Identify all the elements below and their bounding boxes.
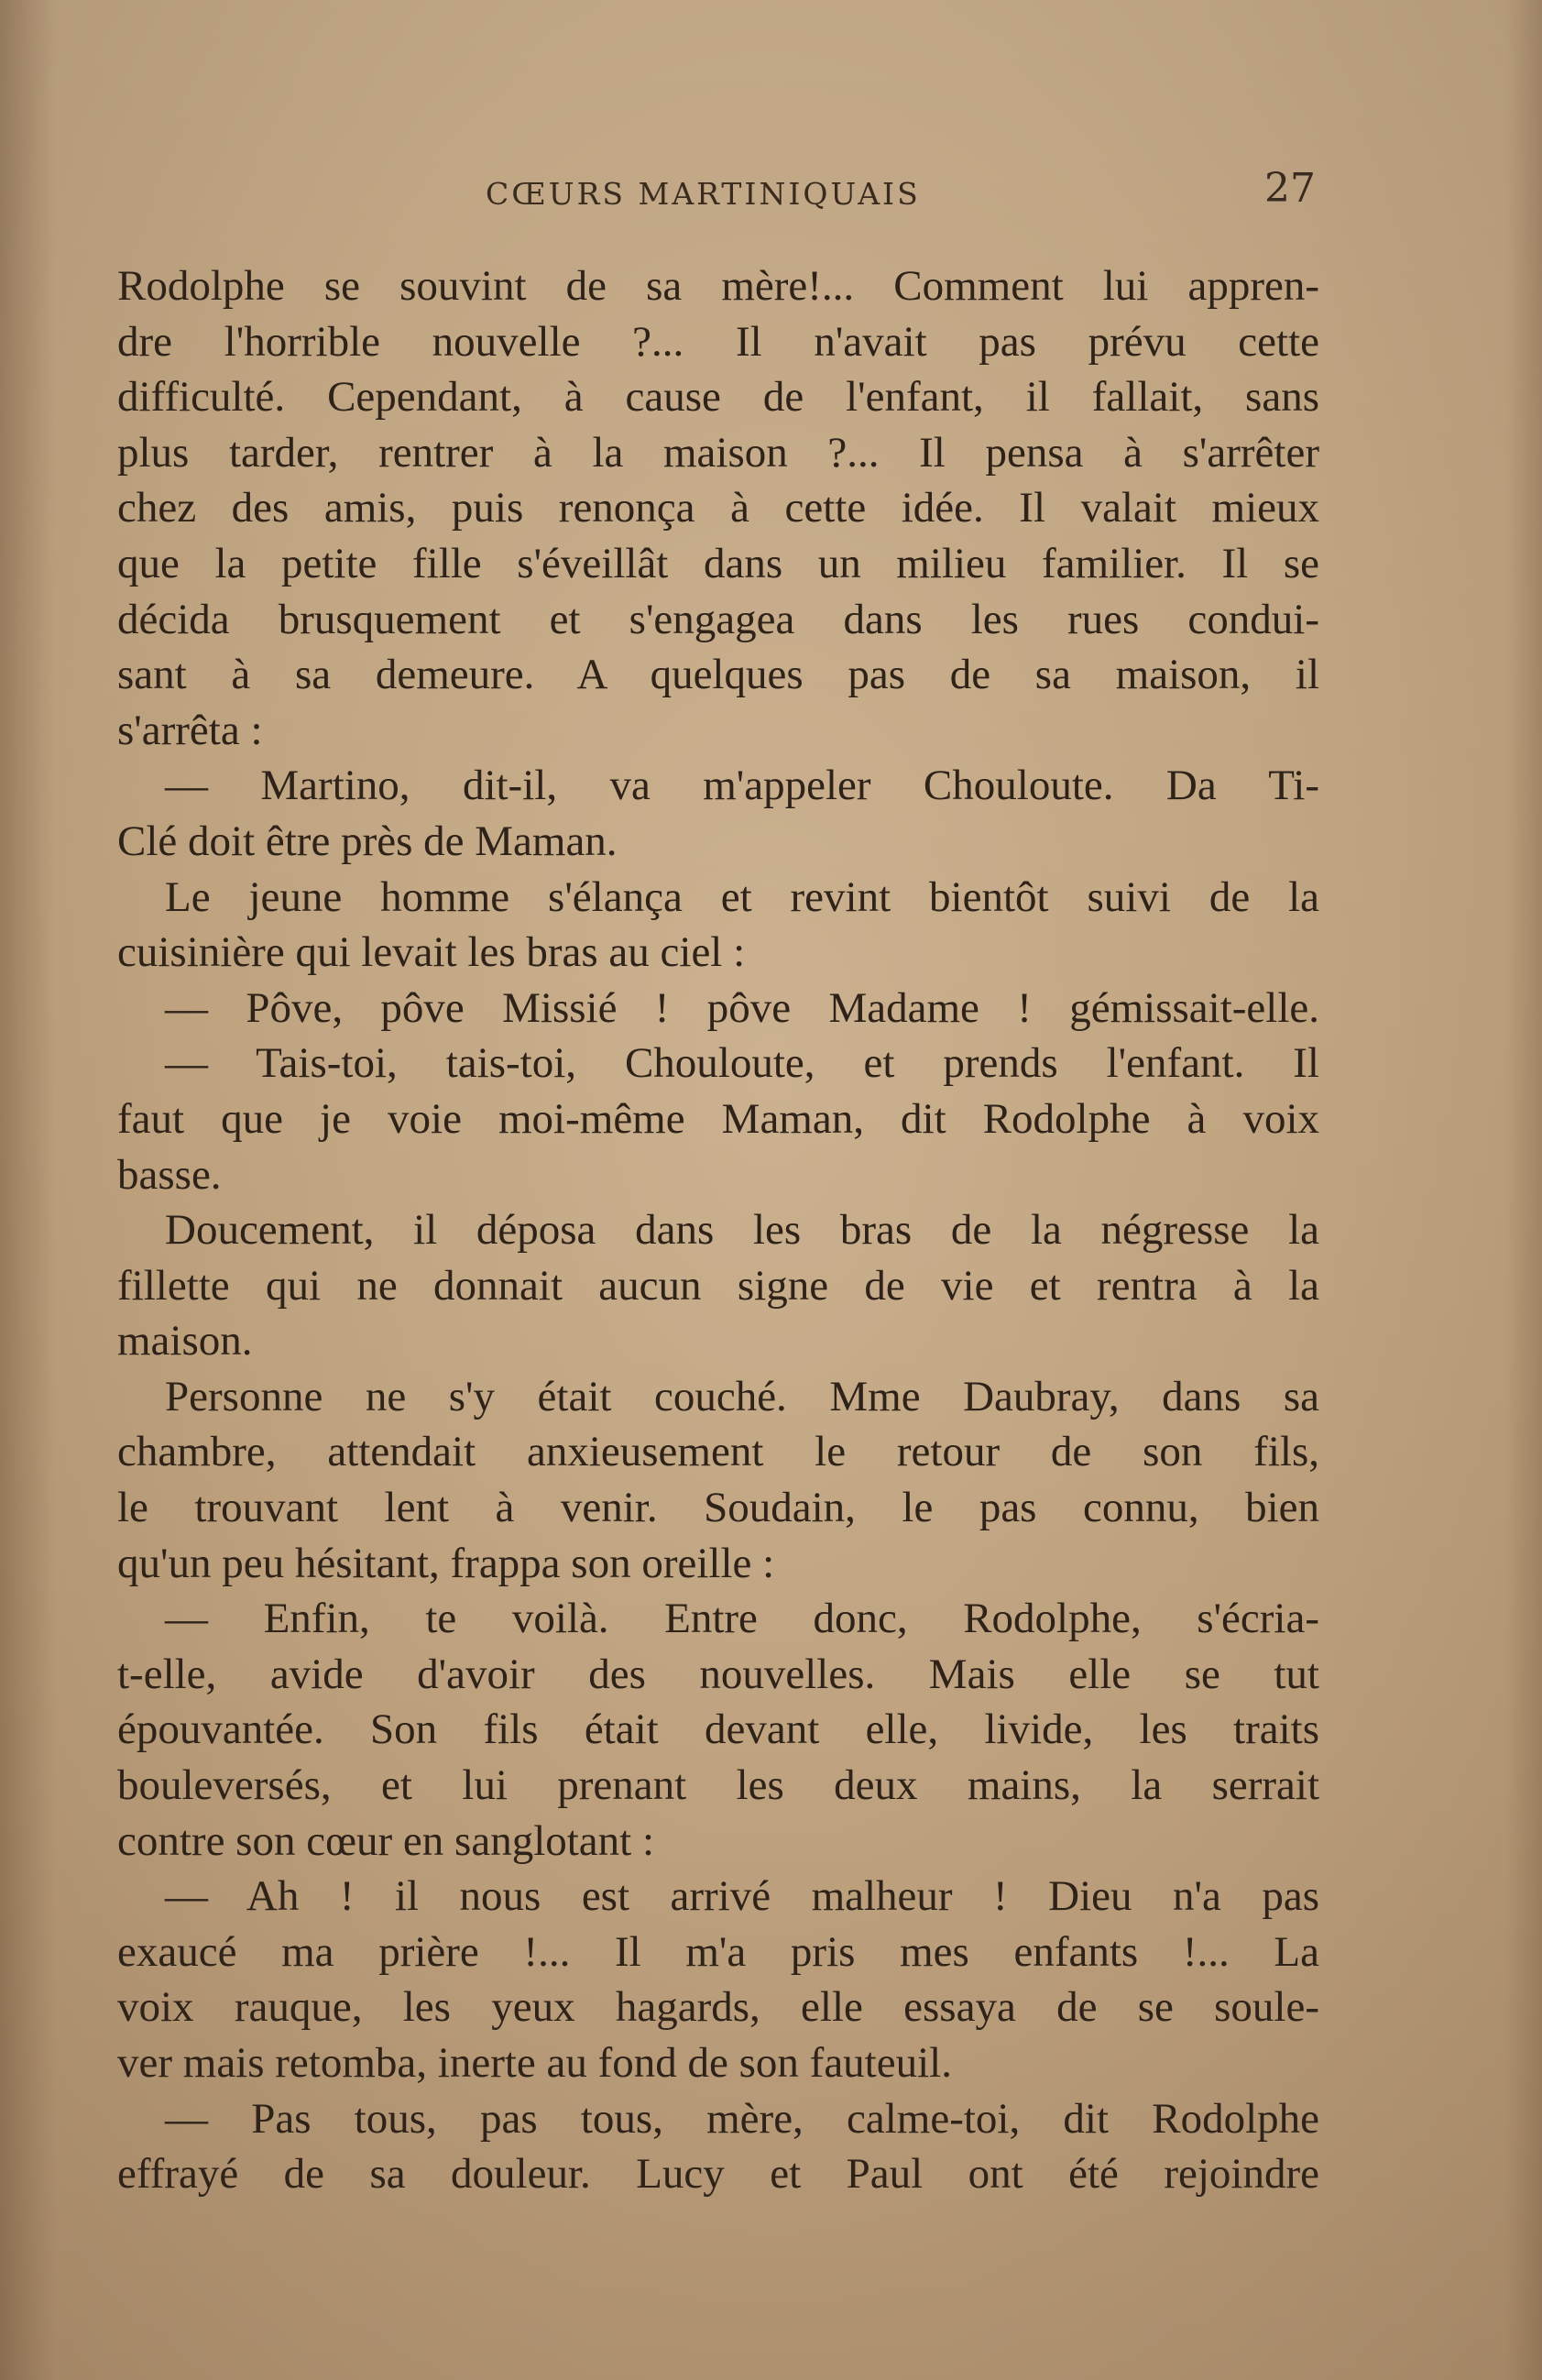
text-line: bouleversés, et lui prenant les deux mains, la serrait [117, 1761, 1319, 1810]
running-head [0, 165, 1542, 220]
text-line: chez des amis, puis renonça à cette idée. Il valait mieux [117, 484, 1319, 532]
text-line: — Tais-toi, tais-toi, Chouloute, et prends l'enfant. Il [165, 1039, 1319, 1088]
text-line: décida brusquement et s'engagea dans les rues condui- [117, 595, 1319, 643]
text-line: faut que je voie moi-même Maman, dit Rodolphe à voix [117, 1094, 1319, 1143]
text-line: Rodolphe se souvint de sa mère!... Comment lui appren- [117, 262, 1319, 310]
text-line: t-elle, avide d'avoir des nouvelles. Mais elle se tut [117, 1650, 1319, 1698]
text-line: effrayé de sa douleur. Lucy et Paul ont été rejoindre [117, 2150, 1319, 2199]
text-line: que la petite fille s'éveillât dans un milieu familier. Il se [117, 539, 1319, 587]
text-line: Le jeune homme s'élança et revint bientôt suivi de la [165, 872, 1319, 921]
text-line: chambre, attendait anxieusement le retour de son fils, [117, 1428, 1319, 1476]
text-line: — Martino, dit-il, va m'appeler Chouloute. Da Ti- [165, 762, 1319, 810]
text-line: le trouvant lent à venir. Soudain, le pas connu, bien [117, 1484, 1319, 1532]
text-line: dre l'horrible nouvelle ?... Il n'avait pas prévu cette [117, 317, 1319, 366]
text-line: ver mais retomba, inerte au fond de son fauteuil. [117, 2039, 952, 2087]
text-line: Doucement, il déposa dans les bras de la négresse la [165, 1206, 1319, 1255]
text-line: s'arrêta : [117, 706, 263, 754]
text-line: contre son cœur en sanglotant : [117, 1816, 655, 1865]
text-line: Clé doit être près de Maman. [117, 817, 618, 865]
body-text [117, 258, 1319, 2202]
page-number: 27 [1264, 165, 1316, 212]
running-title: CŒURS MARTINIQUAIS [486, 176, 921, 212]
text-line: fillette qui ne donnait aucun signe de vie et rentra à la [117, 1261, 1319, 1310]
text-line: — Pas tous, pas tous, mère, calme-toi, dit Rodolphe [165, 2094, 1319, 2143]
text-line: plus tarder, rentrer à la maison ?... Il pensa à s'arrêter [117, 428, 1319, 477]
text-line: cuisinière qui levait les bras au ciel : [117, 928, 746, 977]
text-line: — Enfin, te voilà. Entre donc, Rodolphe, s'écria- [165, 1595, 1319, 1643]
text-line: basse. [117, 1150, 222, 1199]
text-line: exaucé ma prière !... Il m'a pris mes enfants !... La [117, 1927, 1319, 1976]
text-line: Personne ne s'y était couché. Mme Daubray, dans sa [165, 1372, 1319, 1420]
text-line: maison. [117, 1317, 253, 1365]
text-line: épouvantée. Son fils était devant elle, livide, les traits [117, 1705, 1319, 1754]
text-line: sant à sa demeure. A quelques pas de sa maison, il [117, 651, 1319, 699]
text-line: voix rauque, les yeux hagards, elle essaya de se soule- [117, 1983, 1319, 2032]
text-line: — Pôve, pôve Missié ! pôve Madame ! gémissait-elle. [165, 983, 1319, 1032]
text-line: qu'un peu hésitant, frappa son oreille : [117, 1539, 775, 1587]
text-line: difficulté. Cependant, à cause de l'enfant, il fallait, sans [117, 373, 1319, 422]
text-line: — Ah ! il nous est arrivé malheur ! Dieu n'a pas [165, 1872, 1319, 1921]
